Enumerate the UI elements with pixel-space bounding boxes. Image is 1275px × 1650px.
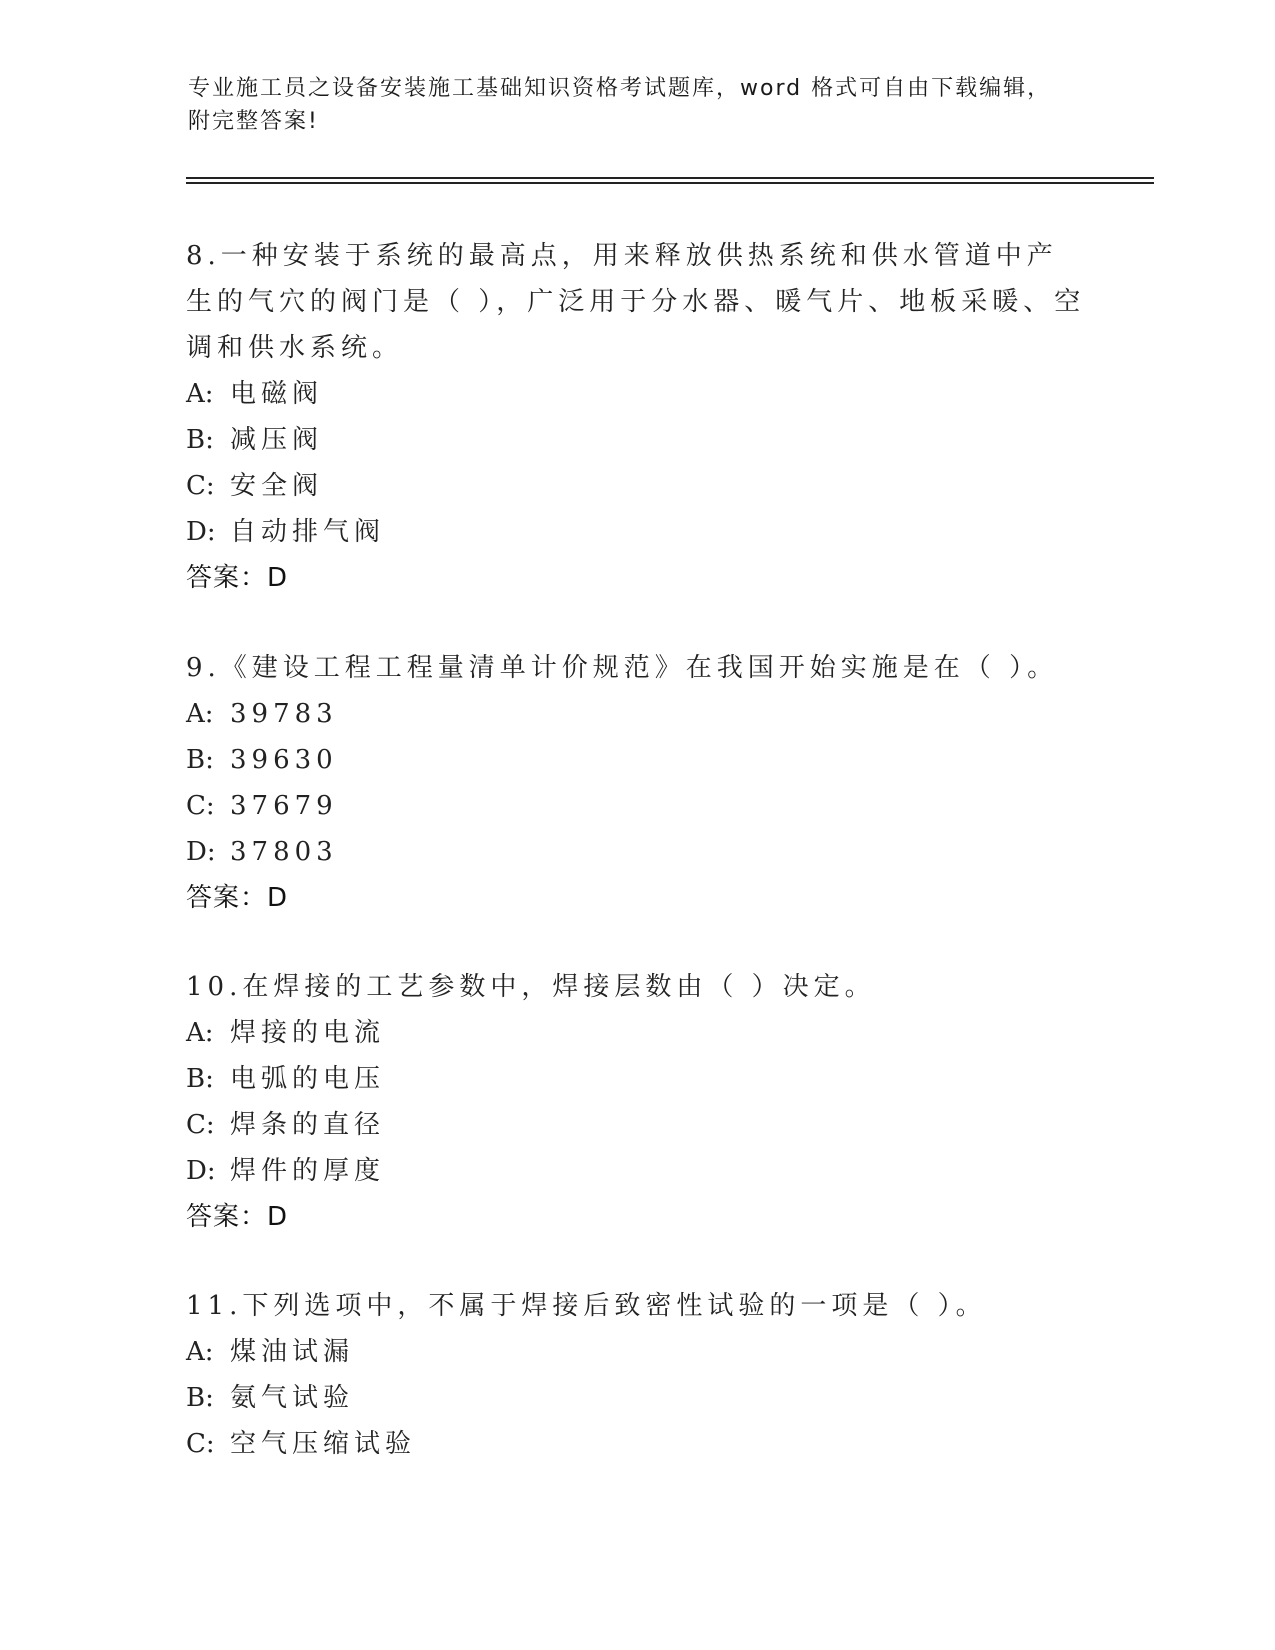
- option-key: A:: [186, 699, 214, 729]
- option-b: [186, 1375, 1086, 1421]
- option-key: A:: [186, 379, 214, 409]
- question-9: [186, 645, 1086, 921]
- option-c: [186, 783, 1086, 829]
- option-c: [186, 1102, 1086, 1148]
- option-c: [186, 1421, 1086, 1467]
- option-text: 37679: [230, 791, 338, 821]
- question-8: [186, 233, 1086, 601]
- option-text: 电弧的电压: [230, 1064, 386, 1094]
- option-key: A:: [186, 1337, 214, 1367]
- option-text: 焊条的直径: [230, 1110, 386, 1140]
- question-text: 8.一种安装于系统的最高点，用来释放供热系统和供水管道中产生的气穴的阀门是（ ），广泛用于分水器、暖气片、地板采暖、空调和供水系统。: [186, 241, 1086, 363]
- option-key: C:: [186, 1110, 215, 1140]
- option-key: D:: [186, 837, 216, 867]
- option-key: B:: [186, 745, 214, 775]
- question-11: [186, 1283, 1086, 1467]
- option-key: A:: [186, 1018, 214, 1048]
- option-text: 39630: [230, 745, 338, 775]
- option-d: [186, 509, 1086, 555]
- option-key: B:: [186, 1064, 214, 1094]
- option-text: 自动排气阀: [230, 517, 386, 547]
- option-b: [186, 1056, 1086, 1102]
- option-text: 电磁阀: [230, 379, 324, 409]
- option-key: C:: [186, 471, 215, 501]
- option-text: 安全阀: [230, 471, 324, 501]
- option-text: 氨气试验: [230, 1383, 355, 1413]
- option-b: [186, 417, 1086, 463]
- option-key: D:: [186, 1156, 216, 1186]
- option-key: C:: [186, 791, 215, 821]
- option-key: B:: [186, 1383, 214, 1413]
- option-text: 减压阀: [230, 425, 324, 455]
- answer: 答案：D: [186, 563, 289, 593]
- option-text: 39783: [230, 699, 338, 729]
- option-b: [186, 737, 1086, 783]
- option-key: C:: [186, 1429, 215, 1459]
- question-text: 11.下列选项中，不属于焊接后致密性试验的一项是（ ）。: [186, 1291, 987, 1321]
- answer: 答案：D: [186, 1202, 289, 1232]
- option-text: 焊件的厚度: [230, 1156, 386, 1186]
- header-line-2: 附完整答案!: [188, 109, 319, 134]
- document-header: [188, 72, 1068, 138]
- question-10: [186, 964, 1086, 1240]
- option-text: 煤油试漏: [230, 1337, 355, 1367]
- option-text: 焊接的电流: [230, 1018, 386, 1048]
- question-text: 10.在焊接的工艺参数中，焊接层数由（ ）决定。: [186, 972, 876, 1002]
- option-text: 空气压缩试验: [230, 1429, 417, 1459]
- option-key: B:: [186, 425, 214, 455]
- answer: 答案：D: [186, 883, 289, 913]
- question-text: 9.《建设工程工程量清单计价规范》在我国开始实施是在（ ）。: [186, 653, 1059, 683]
- option-d: [186, 1148, 1086, 1194]
- option-a: [186, 371, 1086, 417]
- option-text: 37803: [230, 837, 338, 867]
- header-divider-bottom: [186, 182, 1154, 184]
- option-key: D:: [186, 517, 216, 547]
- option-d: [186, 829, 1086, 875]
- header-divider-top: [186, 177, 1154, 179]
- option-a: [186, 1329, 1086, 1375]
- header-line-1: 专业施工员之设备安装施工基础知识资格考试题库，word 格式可自由下载编辑，: [188, 76, 1052, 101]
- option-c: [186, 463, 1086, 509]
- option-a: [186, 1010, 1086, 1056]
- option-a: [186, 691, 1086, 737]
